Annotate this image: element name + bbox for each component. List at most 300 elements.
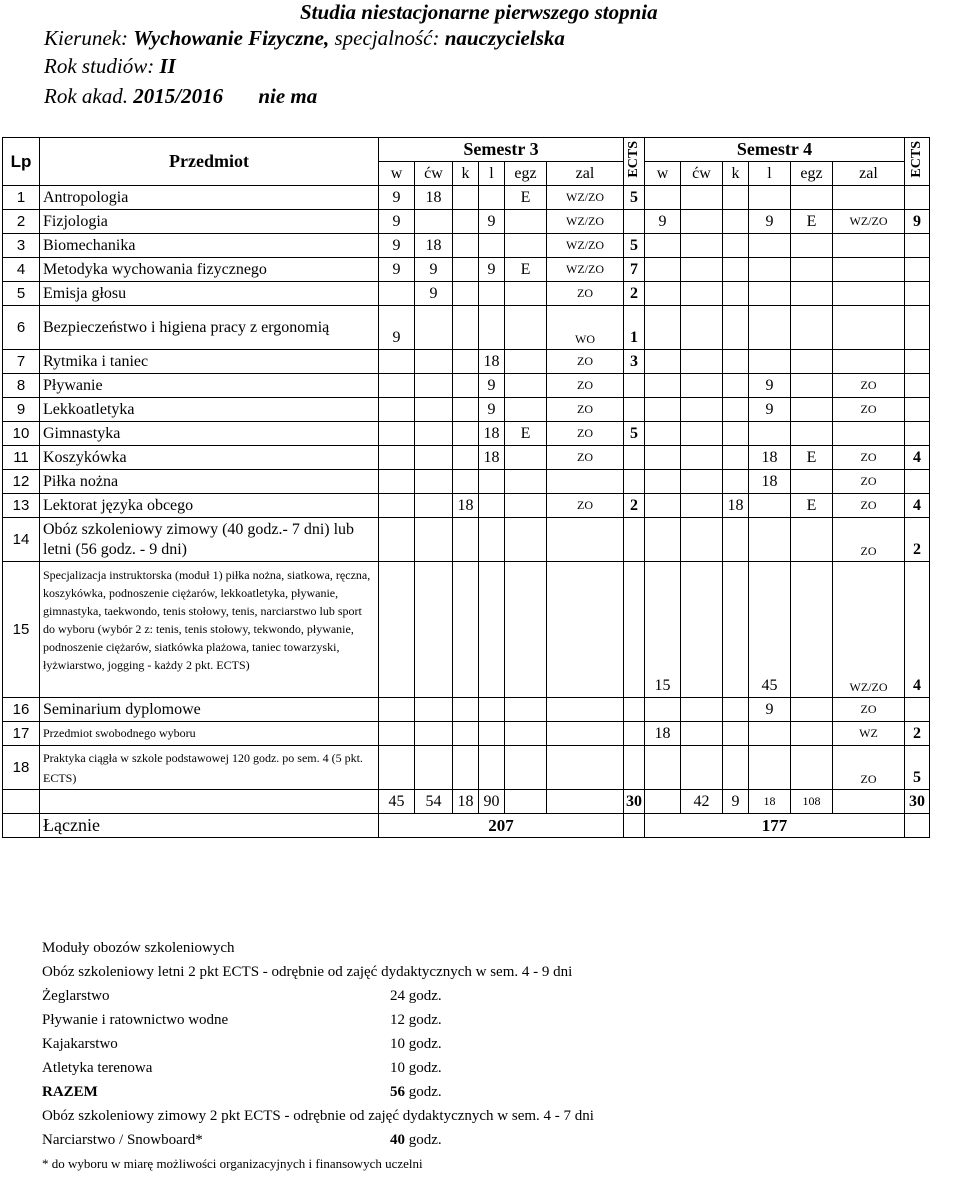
column-subheader: zal — [833, 162, 905, 186]
sem4-cell — [833, 186, 905, 210]
sem4-cell: ZO — [833, 398, 905, 422]
sem3-cell — [415, 698, 453, 722]
sem3-cell: 9 — [479, 398, 505, 422]
sem3-ects: 7 — [624, 258, 645, 282]
sum-row — [3, 814, 930, 838]
sem4-cell: ZO — [833, 746, 905, 790]
sum-lp — [3, 814, 40, 838]
field-label: Kierunek: — [44, 26, 128, 50]
ects-label: ECTS — [909, 140, 924, 178]
table-row — [3, 470, 930, 494]
sem3-ects: 3 — [624, 350, 645, 374]
sem4-cell — [645, 746, 681, 790]
sem3-ects — [624, 446, 645, 470]
sem3-cell: WO — [547, 306, 624, 350]
sem3-cell: ZO — [547, 494, 624, 518]
sem3-total: 90 — [479, 790, 505, 814]
sem3-sum: 207 — [379, 814, 624, 838]
sem4-cell — [833, 350, 905, 374]
sem4-ects — [905, 234, 930, 258]
sem4-cell: 45 — [749, 562, 791, 698]
sem4-cell — [681, 374, 723, 398]
sem4-cell: 18 — [749, 470, 791, 494]
column-subheader: zal — [547, 162, 624, 186]
subject-name: Seminarium dyplomowe — [40, 698, 379, 722]
total-row — [42, 1080, 594, 1104]
sem4-cell — [723, 258, 749, 282]
sem4-cell — [749, 746, 791, 790]
column-subheader: k — [453, 162, 479, 186]
sem4-ects-total: 30 — [905, 790, 930, 814]
sem4-cell — [645, 234, 681, 258]
sem3-cell — [479, 746, 505, 790]
sem3-cell — [453, 282, 479, 306]
sem3-cell — [415, 494, 453, 518]
sem4-cell — [833, 234, 905, 258]
column-subheader: ćw — [415, 162, 453, 186]
camp-item-hours: 10 — [390, 1060, 405, 1076]
subject-name: Antropologia — [40, 186, 379, 210]
camp-item-name: Pływanie i ratownictwo wodne — [42, 1012, 229, 1028]
sem4-cell — [681, 518, 723, 562]
sem3-cell — [379, 398, 415, 422]
sem4-cell — [723, 306, 749, 350]
sem4-cell — [681, 282, 723, 306]
sem4-ects: 4 — [905, 562, 930, 698]
table-row — [3, 186, 930, 210]
sem3-cell — [453, 210, 479, 234]
sem4-cell — [645, 186, 681, 210]
sem4-total: 18 — [749, 790, 791, 814]
row-number: 12 — [3, 470, 40, 494]
sem3-total: 54 — [415, 790, 453, 814]
sem4-sum-ects — [905, 814, 930, 838]
sem4-cell — [791, 398, 833, 422]
subject-name: Specjalizacja instruktorska (moduł 1) piłka nożna, siatkowa, ręczna, koszykówka, podnoszenie ciężarów, lekkoatletyka, pływanie, gimnastyka, taekwondo, tenis stołowy, tenis, narciarstwo lub sport do wyboru (wybór 2 z: tenis, tenis stołowy, tekwondo, pływanie, podnoszenie ciężarów, siatkówka plażowa, taniec towarzyski, łyżwiarstwo, jogging - każdy 2 pkt. ECTS) — [40, 562, 379, 698]
sem3-cell — [479, 698, 505, 722]
sem3-ects-total: 30 — [624, 790, 645, 814]
table-row — [3, 494, 930, 518]
column-subheader: l — [479, 162, 505, 186]
subject-name: Biomechanika — [40, 234, 379, 258]
table-row — [3, 562, 930, 698]
sem3-cell: 18 — [415, 234, 453, 258]
sem4-cell — [681, 186, 723, 210]
sem4-ects — [905, 698, 930, 722]
sem3-cell — [379, 446, 415, 470]
sem3-cell: 9 — [479, 210, 505, 234]
sem4-cell — [645, 258, 681, 282]
row-number: 7 — [3, 350, 40, 374]
sem3-cell — [379, 518, 415, 562]
subject-name: Gimnastyka — [40, 422, 379, 446]
sem4-cell — [723, 374, 749, 398]
row-number: 11 — [3, 446, 40, 470]
sem3-cell — [415, 422, 453, 446]
sem4-cell — [833, 282, 905, 306]
sem3-cell — [415, 398, 453, 422]
sem4-cell: 9 — [749, 210, 791, 234]
sem4-total-empty — [833, 790, 905, 814]
sem4-cell — [681, 306, 723, 350]
specialty-value: nauczycielska — [444, 26, 565, 50]
sem3-ects — [624, 698, 645, 722]
sem4-cell: ZO — [833, 698, 905, 722]
sem4-cell — [749, 722, 791, 746]
sem3-cell: WZ/ZO — [547, 234, 624, 258]
sem4-cell — [833, 306, 905, 350]
sem4-cell: WZ — [833, 722, 905, 746]
sem3-cell: 9 — [379, 186, 415, 210]
sem3-cell — [479, 186, 505, 210]
sem3-cell: ZO — [547, 398, 624, 422]
sem4-cell — [791, 698, 833, 722]
sem3-cell: WZ/ZO — [547, 186, 624, 210]
sem3-cell — [505, 306, 547, 350]
sem4-cell — [749, 234, 791, 258]
sem4-cell: WZ/ZO — [833, 562, 905, 698]
table-row — [3, 258, 930, 282]
row-number: 15 — [3, 562, 40, 698]
sem4-ects — [905, 470, 930, 494]
summer-camp-note: Obóz szkoleniowy letni 2 pkt ECTS - odrębnie od zajęć dydaktycznych w sem. 4 - 9 dni — [42, 964, 573, 980]
total-label: RAZEM — [42, 1084, 98, 1100]
ski-unit: godz. — [408, 1132, 442, 1148]
sem4-cell — [681, 562, 723, 698]
sem4-cell — [681, 422, 723, 446]
ects-label: ECTS — [626, 140, 641, 178]
sem3-cell — [479, 518, 505, 562]
table-row — [3, 422, 930, 446]
camp-item-hours: 24 — [390, 988, 405, 1004]
sem3-cell: E — [505, 258, 547, 282]
sem3-cell — [479, 722, 505, 746]
totals-lp — [3, 790, 40, 814]
column-subheader: k — [723, 162, 749, 186]
sem4-cell — [749, 494, 791, 518]
table-row — [3, 518, 930, 562]
sem4-cell — [681, 746, 723, 790]
sem4-sum: 177 — [645, 814, 905, 838]
totals-row — [3, 790, 930, 814]
subject-name: Praktyka ciągła w szkole podstawowej 120 godz. po sem. 4 (5 pkt. ECTS) — [40, 746, 379, 790]
sem4-total: 108 — [791, 790, 833, 814]
sem3-cell: WZ/ZO — [547, 258, 624, 282]
row-number: 8 — [3, 374, 40, 398]
table-row — [3, 722, 930, 746]
sem3-cell — [547, 518, 624, 562]
camp-item-unit: godz. — [408, 1036, 442, 1052]
semester3-header: Semestr 3 — [379, 138, 624, 162]
sem3-cell — [415, 746, 453, 790]
camp-item — [42, 984, 594, 1008]
sem4-cell — [723, 446, 749, 470]
winter-camp-note: Obóz szkoleniowy zimowy 2 pkt ECTS - odrębnie od zajęć dydaktycznych w sem. 4 - 7 dni — [42, 1108, 594, 1124]
sem4-cell — [645, 350, 681, 374]
sem4-cell — [749, 518, 791, 562]
sem3-ects — [624, 398, 645, 422]
row-number: 18 — [3, 746, 40, 790]
sem4-cell — [681, 258, 723, 282]
sem4-ects — [905, 374, 930, 398]
table-row — [3, 210, 930, 234]
sem3-cell — [379, 470, 415, 494]
row-number: 16 — [3, 698, 40, 722]
sem3-cell — [505, 446, 547, 470]
sem4-cell: WZ/ZO — [833, 210, 905, 234]
sem3-ects — [624, 374, 645, 398]
row-number: 5 — [3, 282, 40, 306]
academic-year-label: Rok akad. — [44, 84, 128, 108]
sem4-cell — [749, 186, 791, 210]
camp-item-unit: godz. — [408, 988, 442, 1004]
sem4-cell — [645, 282, 681, 306]
sem3-cell — [453, 186, 479, 210]
table-row — [3, 282, 930, 306]
sem4-cell — [833, 258, 905, 282]
sem4-cell — [723, 518, 749, 562]
row-number: 14 — [3, 518, 40, 562]
sem4-cell: 9 — [749, 398, 791, 422]
sem3-cell — [453, 374, 479, 398]
column-subheader: w — [379, 162, 415, 186]
sem3-cell — [547, 562, 624, 698]
sem4-cell — [645, 698, 681, 722]
row-number: 9 — [3, 398, 40, 422]
ski-hours: 40 — [390, 1132, 405, 1148]
sem3-cell — [453, 234, 479, 258]
sem4-ects — [905, 422, 930, 446]
sem3-cell — [505, 746, 547, 790]
camp-modules-notes — [42, 936, 594, 1176]
year-label: Rok studiów: — [44, 54, 155, 78]
sem4-cell — [723, 398, 749, 422]
sem4-cell — [645, 398, 681, 422]
sem3-cell — [505, 698, 547, 722]
sem3-cell — [453, 518, 479, 562]
sem4-cell: 9 — [645, 210, 681, 234]
sem4-cell — [749, 422, 791, 446]
sem3-cell — [505, 282, 547, 306]
subject-name: Rytmika i taniec — [40, 350, 379, 374]
sem3-cell — [505, 398, 547, 422]
sem3-ects — [624, 722, 645, 746]
total-unit: godz. — [408, 1084, 442, 1100]
sem3-cell — [505, 210, 547, 234]
sem4-cell: ZO — [833, 374, 905, 398]
sem4-cell — [723, 234, 749, 258]
sem4-cell — [791, 374, 833, 398]
subject-name: Bezpieczeństwo i higiena pracy z ergonomią — [40, 306, 379, 350]
sem4-ects — [905, 282, 930, 306]
subject-name: Lekkoatletyka — [40, 398, 379, 422]
sem3-cell — [479, 282, 505, 306]
specialty-label: specjalność: — [334, 26, 440, 50]
sem3-cell: 18 — [453, 494, 479, 518]
sem3-ects: 2 — [624, 282, 645, 306]
sem4-cell — [791, 470, 833, 494]
sem3-cell — [453, 350, 479, 374]
sem4-cell — [791, 282, 833, 306]
table-row — [3, 306, 930, 350]
sem4-cell — [723, 722, 749, 746]
sem4-cell — [791, 746, 833, 790]
sem4-ects: 2 — [905, 518, 930, 562]
sem4-total: 9 — [723, 790, 749, 814]
subject-name: Emisja głosu — [40, 282, 379, 306]
ects-header-sem3 — [624, 138, 645, 186]
sem3-cell — [547, 470, 624, 494]
row-number: 2 — [3, 210, 40, 234]
sem3-cell: 9 — [379, 306, 415, 350]
sem4-cell: 9 — [749, 698, 791, 722]
page-title: Studia niestacjonarne pierwszego stopnia — [300, 0, 658, 24]
sem4-cell — [723, 350, 749, 374]
sem4-ects: 4 — [905, 446, 930, 470]
sem3-cell — [453, 446, 479, 470]
sem3-cell — [479, 306, 505, 350]
sem3-ects: 2 — [624, 494, 645, 518]
sem3-cell — [453, 722, 479, 746]
sem3-cell: 9 — [415, 282, 453, 306]
sem4-cell — [723, 746, 749, 790]
sem3-ects — [624, 746, 645, 790]
sem4-cell — [645, 518, 681, 562]
subject-name: Metodyka wychowania fizycznego — [40, 258, 379, 282]
sem4-cell — [723, 698, 749, 722]
sem3-cell: 9 — [379, 210, 415, 234]
sem4-cell: 15 — [645, 562, 681, 698]
sem4-cell — [645, 446, 681, 470]
sem3-cell: 9 — [379, 234, 415, 258]
row-number: 4 — [3, 258, 40, 282]
sem3-cell — [379, 562, 415, 698]
subject-name: Piłka nożna — [40, 470, 379, 494]
camp-item-name: Żeglarstwo — [42, 988, 110, 1004]
sem3-cell — [453, 746, 479, 790]
row-number: 17 — [3, 722, 40, 746]
sem3-cell — [379, 374, 415, 398]
sem4-ects — [905, 186, 930, 210]
sem3-cell — [505, 374, 547, 398]
sem3-cell — [505, 722, 547, 746]
field-value: Wychowanie Fizyczne, — [133, 26, 330, 50]
camp-item — [42, 1056, 594, 1080]
sem4-cell — [749, 258, 791, 282]
sem3-cell — [547, 746, 624, 790]
sem3-cell — [379, 698, 415, 722]
row-number: 10 — [3, 422, 40, 446]
sem4-cell — [749, 350, 791, 374]
camp-item-name: Atletyka terenowa — [42, 1060, 153, 1076]
sem3-cell — [505, 350, 547, 374]
sem4-cell — [681, 350, 723, 374]
column-subheader: egz — [791, 162, 833, 186]
sem4-cell: 9 — [749, 374, 791, 398]
subject-name: Lektorat języka obcego — [40, 494, 379, 518]
subject-name: Fizjologia — [40, 210, 379, 234]
sem3-cell: ZO — [547, 282, 624, 306]
sem4-cell — [645, 306, 681, 350]
sem4-cell: E — [791, 446, 833, 470]
sem3-cell: E — [505, 186, 547, 210]
subject-name: Przedmiot swobodnego wyboru — [40, 722, 379, 746]
sem3-cell: 18 — [479, 446, 505, 470]
sem4-cell — [681, 210, 723, 234]
sem3-cell — [505, 494, 547, 518]
sem3-cell — [453, 258, 479, 282]
sem4-ects — [905, 398, 930, 422]
sem3-cell — [415, 374, 453, 398]
table-row — [3, 350, 930, 374]
sem3-cell: 18 — [479, 350, 505, 374]
sem3-cell — [453, 422, 479, 446]
sem3-cell — [479, 562, 505, 698]
sem3-cell — [415, 210, 453, 234]
sem3-cell: 9 — [479, 374, 505, 398]
sum-label: Łącznie — [40, 814, 379, 838]
lp-header: Lp — [3, 138, 40, 186]
sem4-cell — [833, 422, 905, 446]
sem4-cell — [681, 698, 723, 722]
sem4-cell — [749, 282, 791, 306]
sem4-ects — [905, 306, 930, 350]
sem3-cell — [479, 234, 505, 258]
sem3-cell: WZ/ZO — [547, 210, 624, 234]
sem3-cell: 9 — [479, 258, 505, 282]
camp-item-unit: godz. — [408, 1012, 442, 1028]
sem3-total: 45 — [379, 790, 415, 814]
sem4-cell: ZO — [833, 470, 905, 494]
sem3-cell: E — [505, 422, 547, 446]
academic-year-value: 2015/2016 — [133, 84, 224, 108]
year-of-study-line — [44, 54, 176, 78]
academic-year-note: nie ma — [258, 84, 318, 108]
sem3-cell — [453, 562, 479, 698]
sem3-cell — [379, 722, 415, 746]
sem4-cell — [681, 722, 723, 746]
sem3-cell: ZO — [547, 350, 624, 374]
sem3-cell: ZO — [547, 446, 624, 470]
notes-heading: Moduły obozów szkoleniowych — [42, 940, 235, 956]
column-subheader: l — [749, 162, 791, 186]
table-row — [3, 398, 930, 422]
sem4-ects: 4 — [905, 494, 930, 518]
subject-name: Obóz szkoleniowy zimowy (40 godz.- 7 dni) lub letni (56 godz. - 9 dni) — [40, 518, 379, 562]
header-row — [3, 138, 930, 162]
sem3-cell — [379, 746, 415, 790]
sem3-cell — [415, 562, 453, 698]
sem3-sum-ects — [624, 814, 645, 838]
sem3-cell — [379, 494, 415, 518]
column-subheader: w — [645, 162, 681, 186]
ski-name: Narciarstwo / Snowboard* — [42, 1132, 203, 1148]
sem4-cell — [723, 282, 749, 306]
camp-item — [42, 1032, 594, 1056]
sem4-cell — [723, 470, 749, 494]
sem3-cell — [415, 470, 453, 494]
table-row — [3, 446, 930, 470]
column-subheader: ćw — [681, 162, 723, 186]
sem3-cell — [505, 470, 547, 494]
sem4-cell — [645, 374, 681, 398]
sem4-cell — [723, 422, 749, 446]
row-number: 6 — [3, 306, 40, 350]
sem4-ects: 9 — [905, 210, 930, 234]
sem3-cell — [379, 422, 415, 446]
sem3-cell — [415, 446, 453, 470]
sem4-total-empty — [645, 790, 681, 814]
